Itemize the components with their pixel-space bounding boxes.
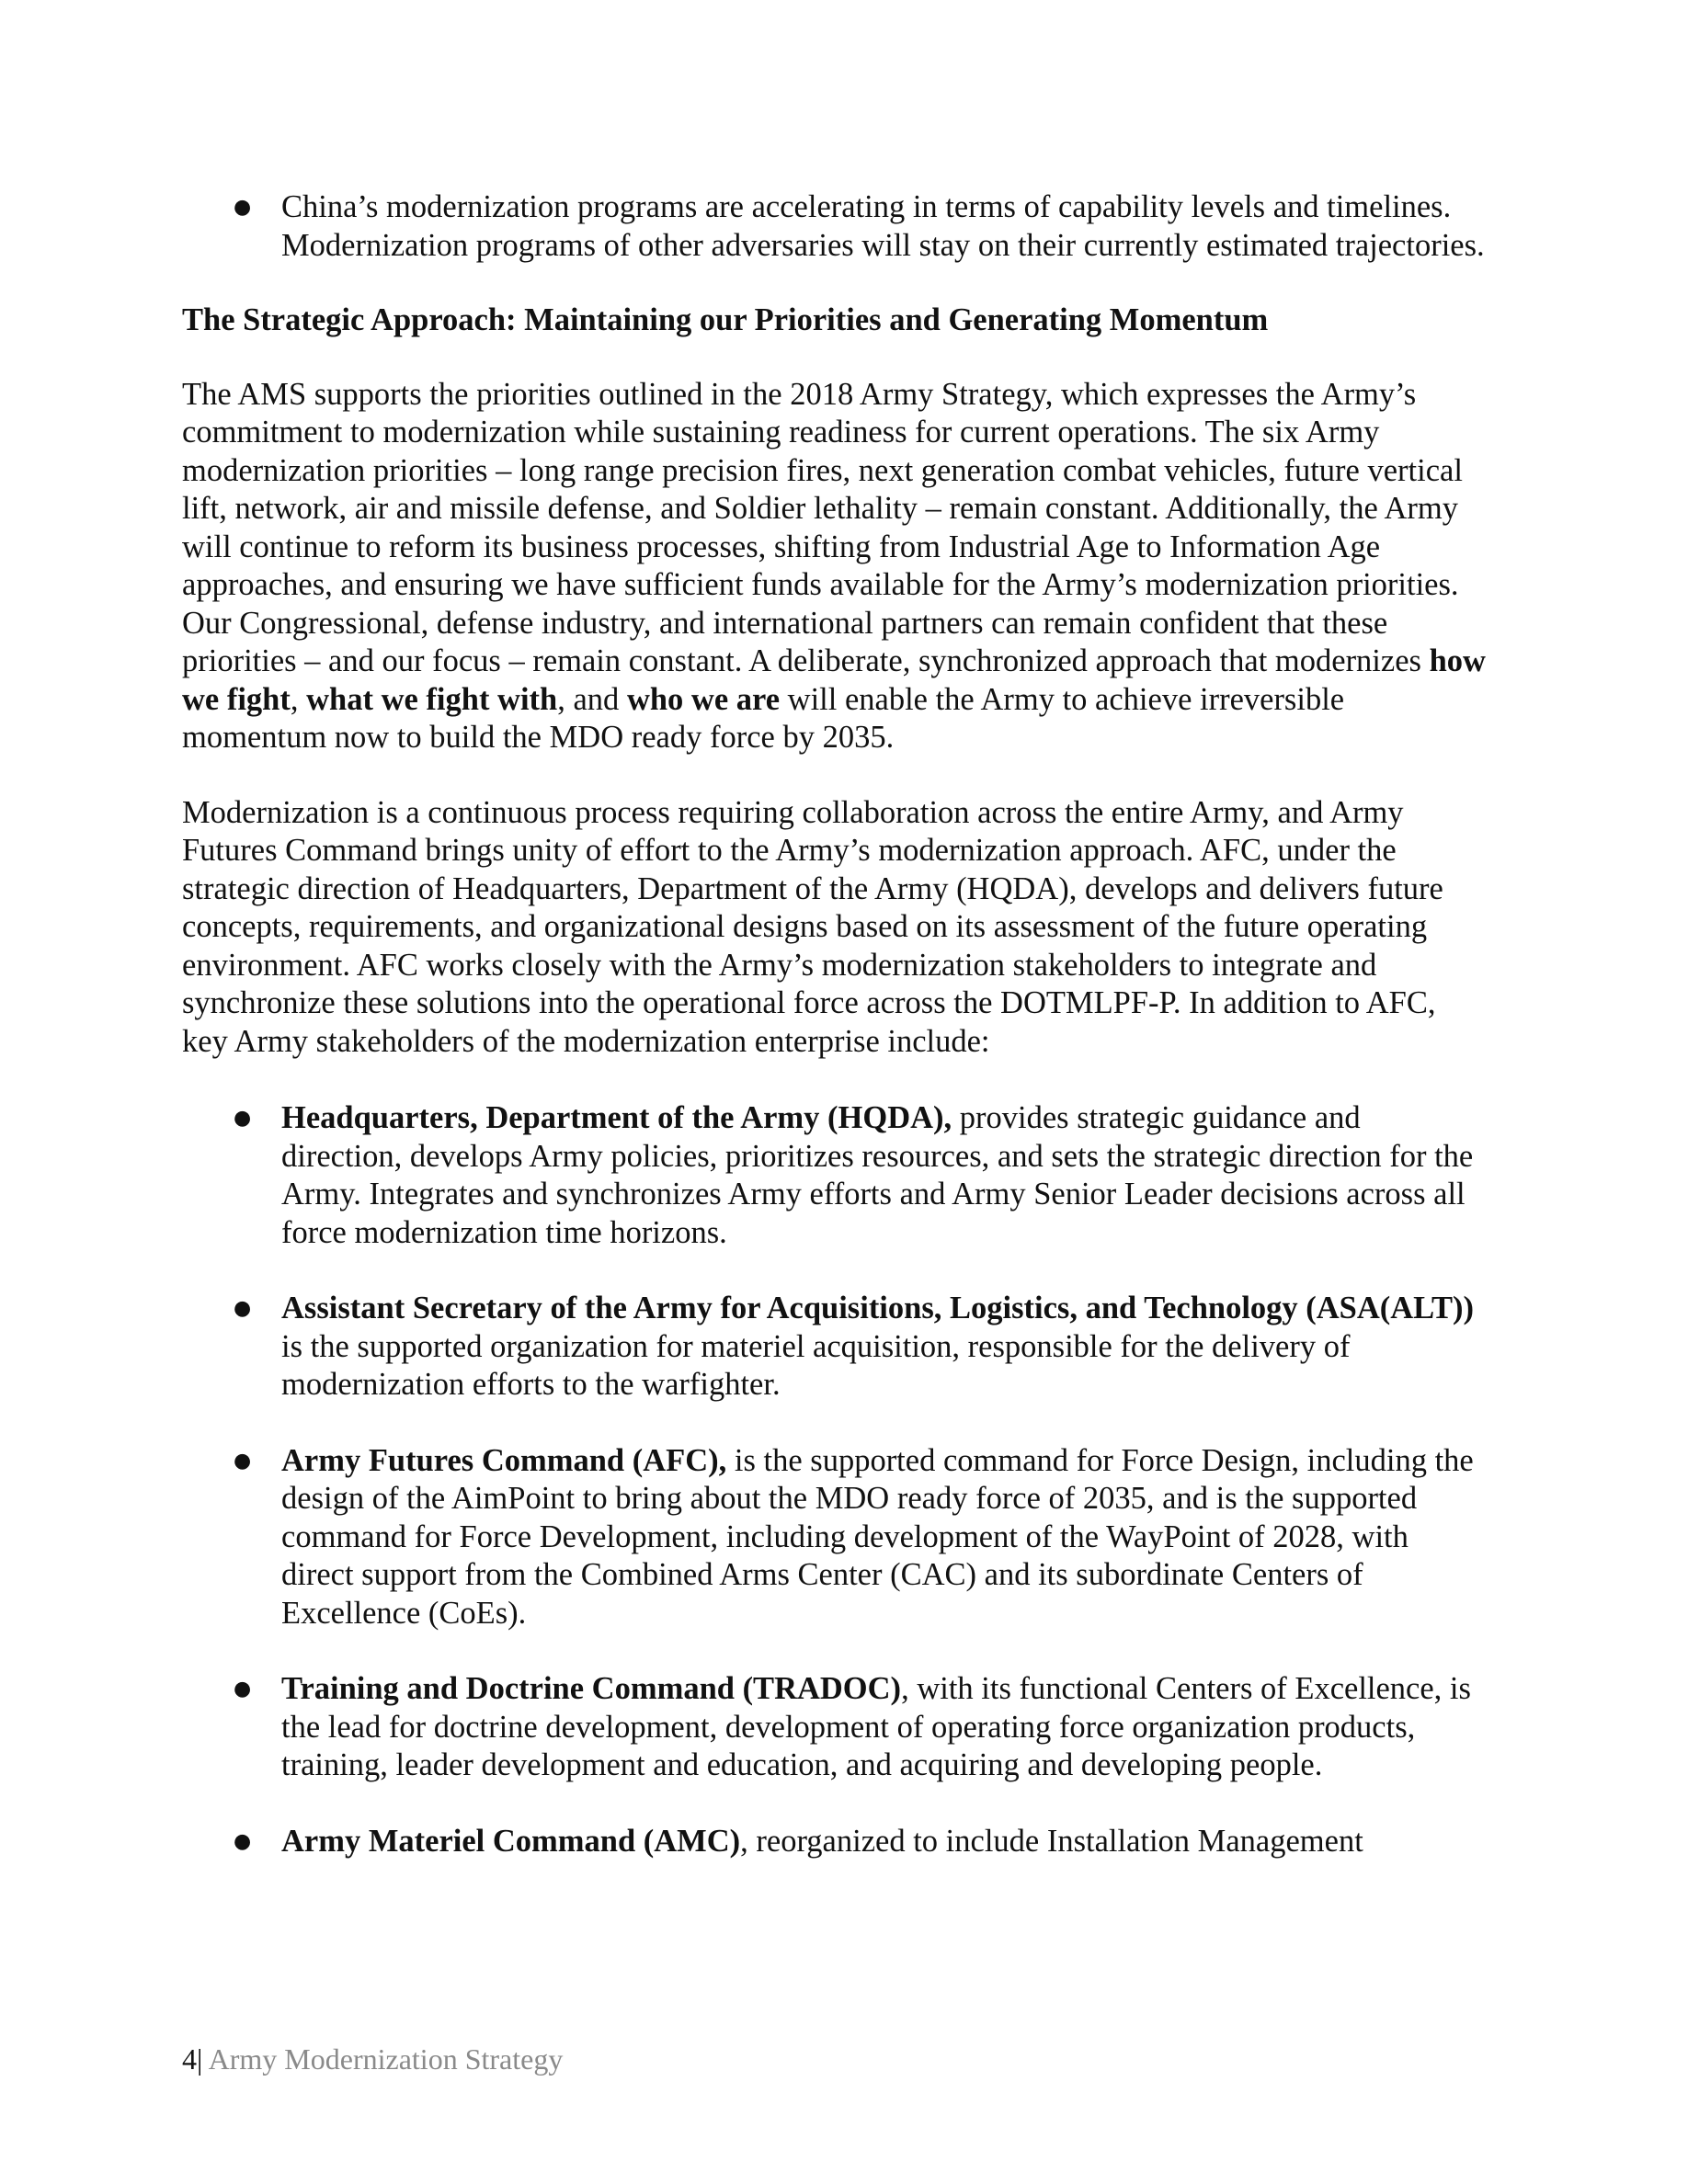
list-item <box>182 188 1488 265</box>
bullet-icon: ● <box>234 196 252 219</box>
bullet-icon: ● <box>234 1678 252 1701</box>
paragraph-text: will enable the Army to achieve irreversible momentum now to build the MDO ready force by 2035. <box>182 681 1345 755</box>
page-number: 4 <box>182 2042 197 2076</box>
emphasis-text: what we fight with <box>306 681 558 717</box>
intro-bullet-list <box>182 188 1488 265</box>
stakeholder-name: Training and Doctrine Command (TRADOC) <box>281 1671 902 1706</box>
bullet-icon: ● <box>234 1449 252 1473</box>
section-heading: The Strategic Approach: Maintaining our Priorities and Generating Momentum <box>182 302 1269 337</box>
stakeholder-description: provides strategic guidance and direction, develops Army policies, prioritizes resources, and sets the strategic direction for the Army. Integrates and synchronizes Army efforts and Army Senior Leader decisions across all force modernization time horizons. <box>281 1100 1474 1250</box>
stakeholder-name: Army Materiel Command (AMC) <box>281 1823 741 1859</box>
stakeholder-name: Army Futures Command (AFC), <box>281 1442 727 1478</box>
list-item <box>182 1670 1488 1785</box>
list-item <box>182 1442 1488 1633</box>
list-item <box>182 1290 1488 1405</box>
footer-separator: | <box>197 2042 203 2076</box>
bullet-icon: ● <box>234 1829 252 1853</box>
paragraph-text: The AMS supports the priorities outlined in the 2018 Army Strategy, which expresses the Army’s commitment to modernization while sustaining readiness for current operations. The six Army modernization priorities – long range precision fires, next generation combat vehicles, future vertical lift, network, air and missile defense, and Soldier lethality – remain constant. Additionally, the Army will continue to reform its business processes, shifting from Industrial Age to Information Age approaches, and ensuring we have sufficient funds available for the Army’s modernization priorities. Our Congressional, defense industry, and international partners can remain confident that these priorities – and our focus – remain constant. A deliberate, synchronized approach that modernizes <box>182 376 1463 678</box>
stakeholder-name: Assistant Secretary of the Army for Acquisitions, Logistics, and Technology (ASA(ALT)) <box>281 1291 1475 1325</box>
stakeholder-description: is the supported command for Force Design, including the design of the AimPoint to bring about the MDO ready force of 2035, and is the supported command for Force Development, including development of the WayPoint of 2028, with direct support from the Combined Arms Center (CAC) and its subordinate Centers of Excellence (CoEs). <box>281 1442 1474 1631</box>
stakeholder-description: is the supported organization for materiel acquisition, responsible for the delivery of modernization efforts to the warfighter. <box>281 1328 1351 1402</box>
emphasis-text: how we fight <box>182 643 1486 717</box>
stakeholder-list <box>182 1099 1488 1860</box>
footer-document-title: Army Modernization Strategy <box>202 2042 564 2076</box>
emphasis-text: who we are <box>626 681 781 717</box>
paragraph-text: , and <box>557 681 627 717</box>
stakeholder-name: Headquarters, Department of the Army (HQDA), <box>281 1100 952 1135</box>
page-footer <box>182 2041 563 2077</box>
paragraph <box>182 376 1488 757</box>
bullet-text: China’s modernization programs are accelerating in terms of capability levels and timelines. Modernization programs of other adversaries will stay on their currently estimated trajectories. <box>281 189 1485 263</box>
stakeholder-description: , reorganized to include Installation Management <box>740 1823 1363 1859</box>
paragraph-text: , <box>290 681 307 717</box>
bullet-icon: ● <box>234 1107 252 1130</box>
list-item <box>182 1823 1488 1861</box>
stakeholder-description: , with its functional Centers of Excellence, is the lead for doctrine development, development of operating force organization products, training, leader development and education, and acquiring and developing people. <box>281 1671 1471 1782</box>
page-content <box>182 188 1488 1898</box>
bullet-icon: ● <box>234 1297 252 1320</box>
list-item <box>182 1099 1488 1252</box>
paragraph: Modernization is a continuous process requiring collaboration across the entire Army, and Army Futures Command brings unity of effort to the Army’s modernization approach. AFC, under the strategic direction of Headquarters, Department of the Army (HQDA), develops and delivers future concepts, requirements, and organizational designs based on its assessment of the future operating environment. AFC works closely with the Army’s modernization stakeholders to integrate and synchronize these solutions into the operational force across the DOTMLPF-P. In addition to AFC, key Army stakeholders of the modernization enterprise include: <box>182 794 1443 1059</box>
